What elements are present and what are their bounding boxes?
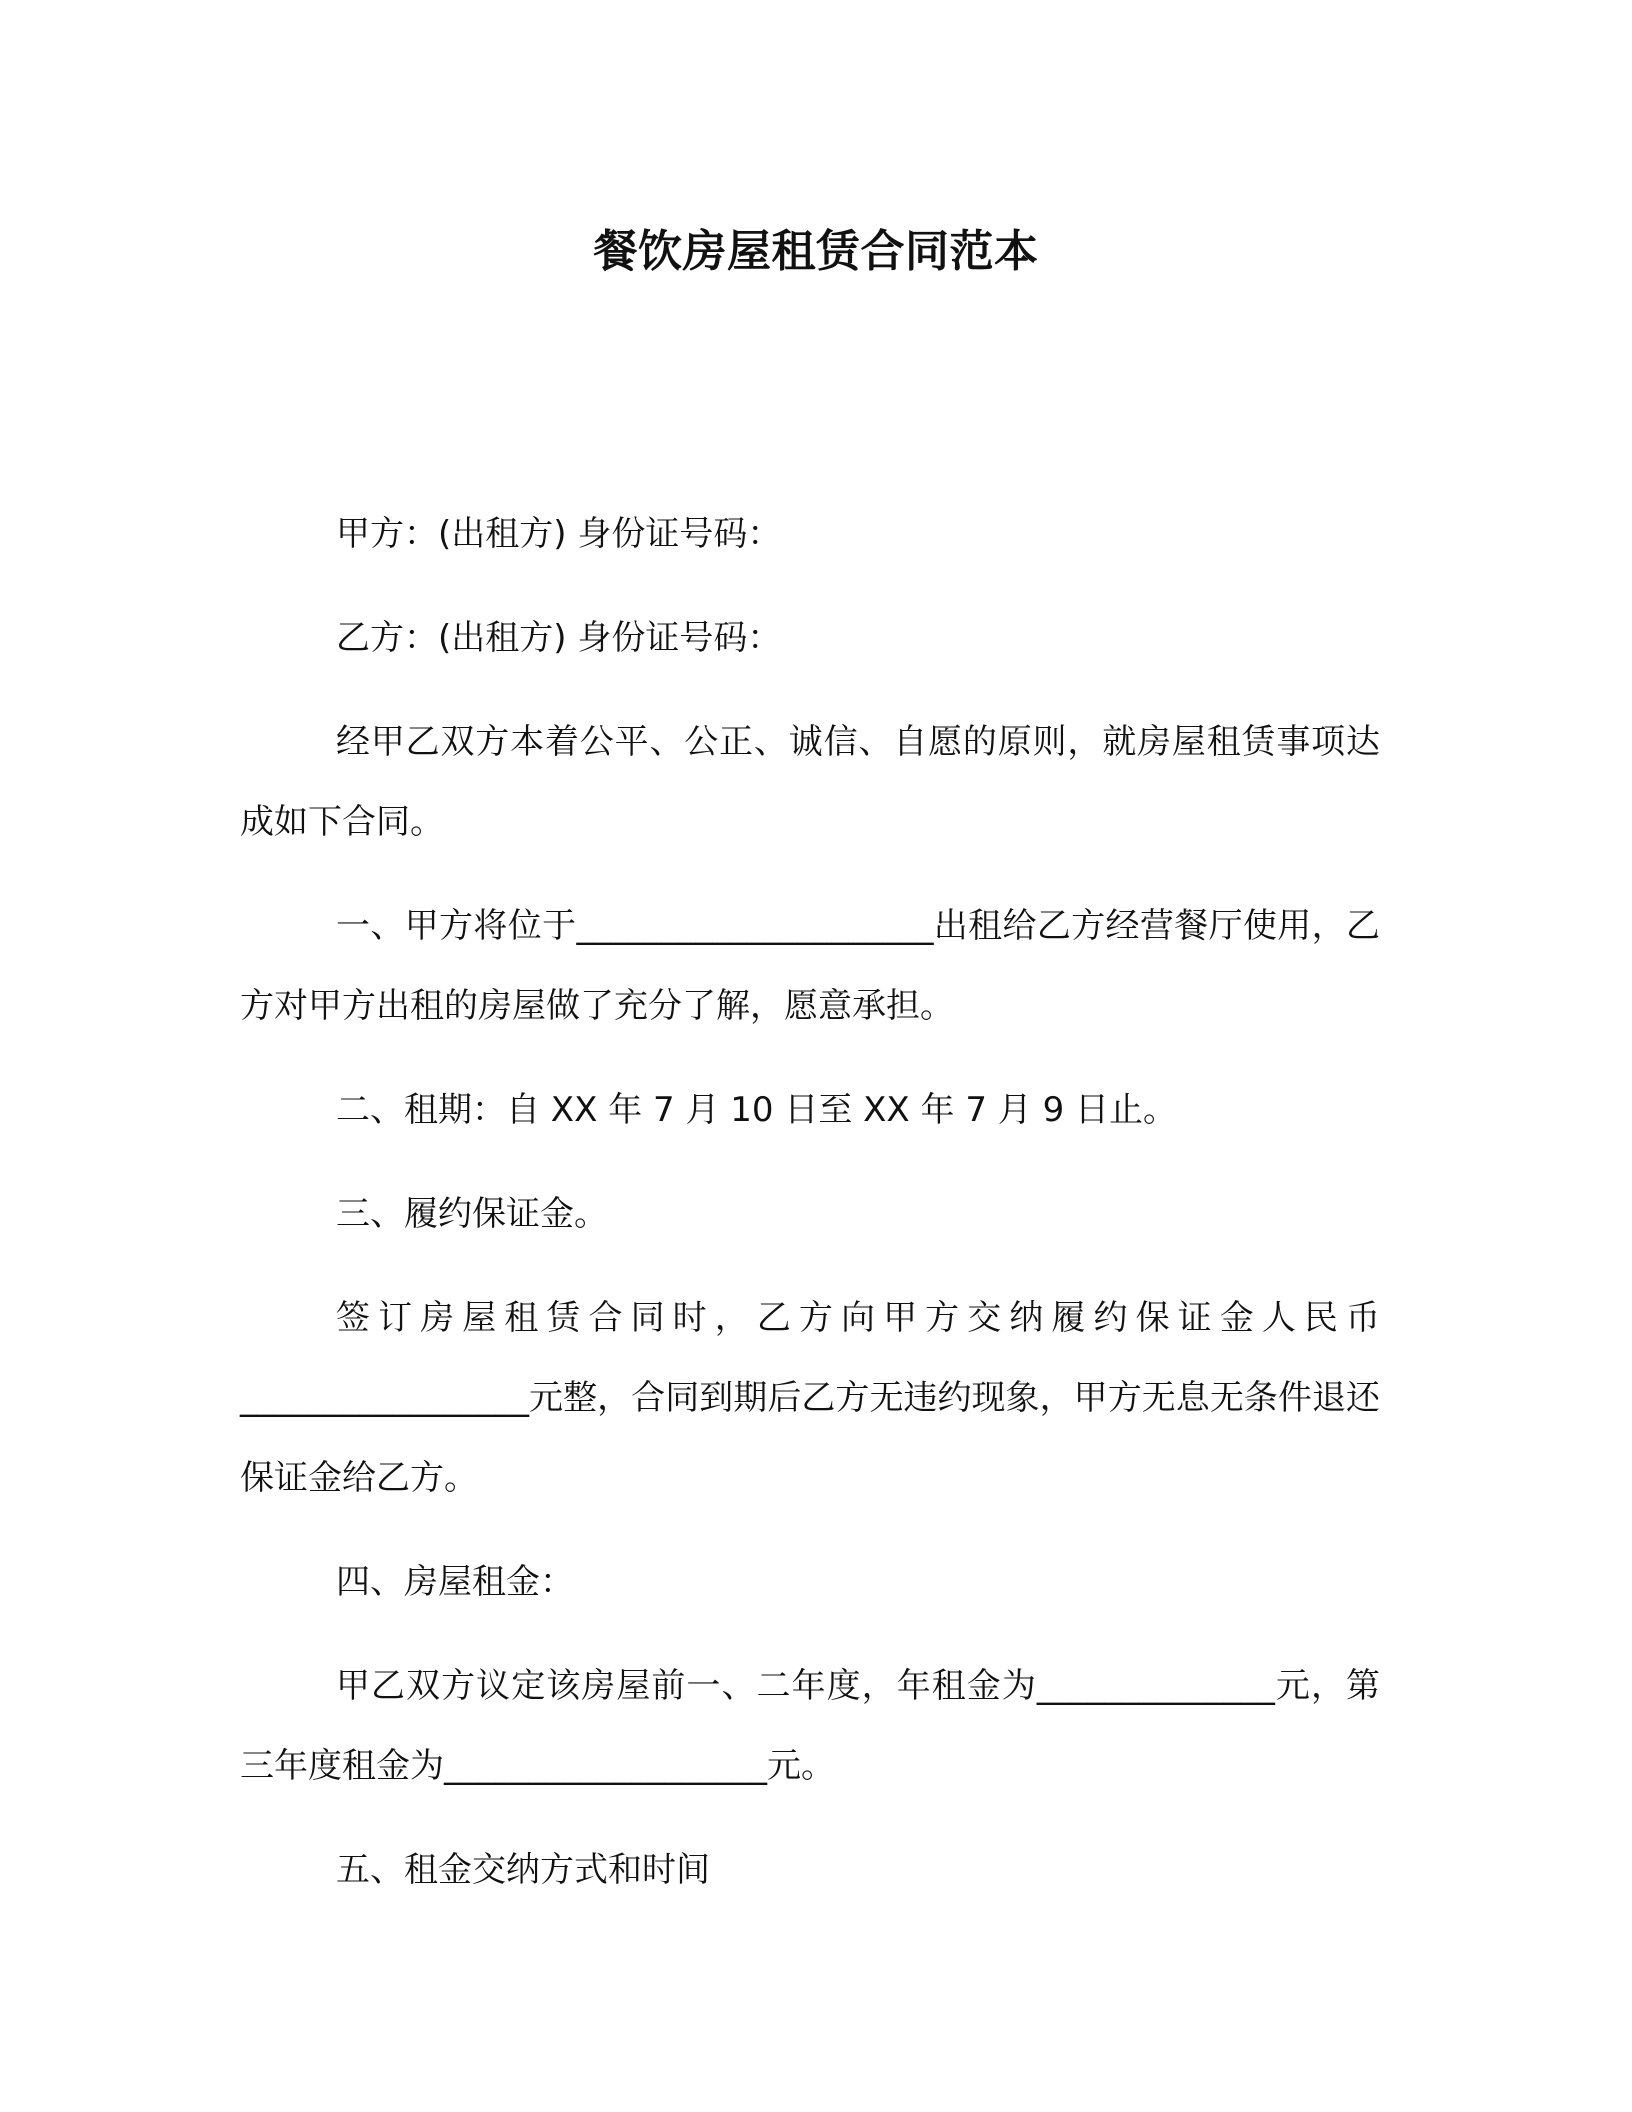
clause-4-paragraph: 甲乙双方议定该房屋前一、二年度，年租金为______________元，第三年度租金为___________________元。 [240,1666,1380,1786]
clause-3-paragraph: 签订房屋租赁合同时，乙方向甲方交纳履约保证金人民币_________________元整，合同到期后乙方无违约现象，甲方无息无条件退还保证金给乙方。 [240,1298,1380,1498]
clause-2-paragraph: 二、租期：自 XX 年 7 月 10 日至 XX 年 7 月 9 日止。 [336,1090,1178,1130]
clause-1-paragraph: 一、甲方将位于_____________________出租给乙方经营餐厅使用，乙方对甲方出租的房屋做了充分了解，愿意承担。 [240,906,1380,1026]
clause-4-heading: 四、房屋租金： [336,1562,574,1602]
party-b-line: 乙方：(出租方) 身份证号码： [336,618,782,658]
document-title: 餐饮房屋租赁合同范本 [593,226,1039,277]
preamble-paragraph: 经甲乙双方本着公平、公正、诚信、自愿的原则，就房屋租赁事项达成如下合同。 [240,722,1380,842]
clause-3-heading: 三、履约保证金。 [336,1194,608,1234]
clause-5-heading: 五、租金交纳方式和时间 [336,1850,710,1890]
party-a-line: 甲方：(出租方) 身份证号码： [336,514,782,554]
document-body [240,494,1380,1934]
